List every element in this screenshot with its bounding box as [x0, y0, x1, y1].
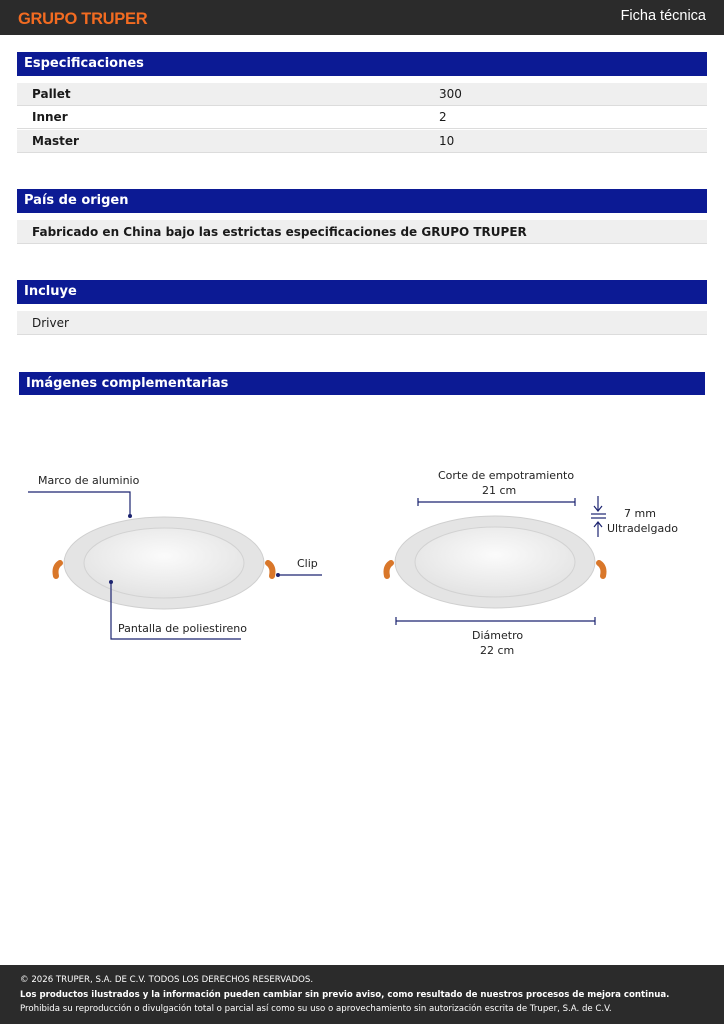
- specs-heading: Especificaciones: [17, 52, 707, 76]
- spec-label: Pallet: [32, 87, 71, 101]
- spec-value: 2: [439, 110, 447, 124]
- diameter-title: Diámetro: [472, 629, 524, 642]
- clip-right-1: [387, 563, 392, 576]
- thickness-title: Ultradelgado: [607, 522, 678, 535]
- cut-title: Corte de empotramiento: [438, 469, 575, 482]
- images-heading: Imágenes complementarias: [19, 372, 705, 395]
- spec-value: 300: [439, 87, 462, 101]
- thickness-value: 7 mm: [624, 507, 656, 520]
- footer: [0, 965, 724, 1024]
- spec-row: [17, 130, 707, 153]
- clip-left-2: [268, 563, 273, 576]
- polystyrene-screen: [84, 528, 244, 598]
- spec-row: [17, 83, 707, 106]
- frame-callout: [28, 492, 130, 516]
- top-bar: [0, 0, 724, 35]
- origin-heading: País de origen: [17, 189, 707, 213]
- spec-row: [17, 106, 707, 129]
- footer-copyright: © 2026 TRUPER, S.A. DE C.V. TODOS LOS DERECHOS RESERVADOS.: [20, 975, 314, 985]
- cut-value: 21 cm: [482, 484, 517, 497]
- spec-label: Master: [32, 134, 79, 148]
- spec-label: Inner: [32, 110, 68, 124]
- includes-heading: Incluye: [17, 280, 707, 304]
- thickness-indicator: [591, 496, 606, 537]
- includes-text: Driver: [17, 311, 707, 335]
- frame-label: Marco de aluminio: [38, 474, 140, 487]
- lamp-right: [387, 516, 604, 608]
- origin-text: Fabricado en China bajo las estrictas especificaciones de GRUPO TRUPER: [17, 220, 707, 244]
- spec-value: 10: [439, 134, 455, 148]
- clip-right-2: [599, 563, 604, 576]
- footer-disclaimer: Prohibida su reproducción o divulgación total o parcial así como su uso o aprovechamiento sin autorización escrita de Truper, S.A. de C.V.: [20, 1004, 612, 1014]
- document-title: Ficha técnica: [620, 8, 706, 24]
- clip-left-1: [56, 563, 61, 576]
- lamp-left: [56, 517, 273, 609]
- brand-logo: GRUPO TRUPER: [18, 10, 148, 28]
- clip-label: Clip: [297, 557, 318, 570]
- product-illustration: [0, 450, 724, 680]
- screen-label: Pantalla de poliestireno: [118, 622, 247, 635]
- footer-notice: Los productos ilustrados y la información pueden cambiar sin previo aviso, como resultado de nuestros procesos de mejora continua.: [20, 990, 670, 1000]
- diameter-value: 22 cm: [480, 644, 515, 657]
